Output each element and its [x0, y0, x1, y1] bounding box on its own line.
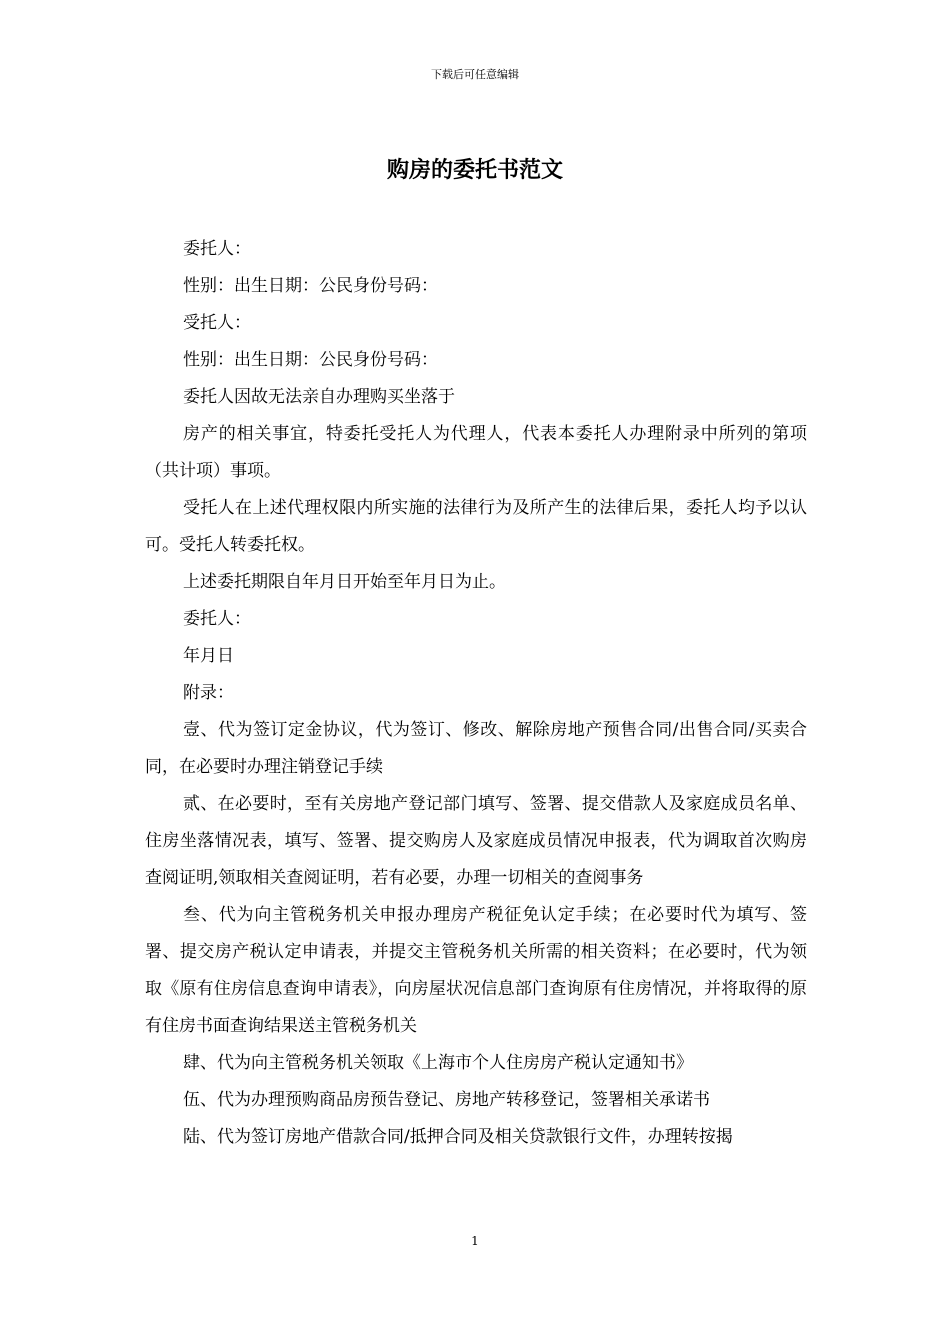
paragraph-date: 年月日: [183, 646, 234, 666]
appendix-item-1: 壹、代为签订定金协议，代为签订、修改、解除房地产预售合同/出售合同/买卖合同，在必要时办理注销登记手续: [145, 720, 807, 777]
paragraph-agent-info: 性别：出生日期：公民身份号码：: [183, 350, 438, 370]
paragraph-entrust-matters: 房产的相关事宜，特委托受托人为代理人，代表本委托人办理附录中所列的第项（共计项）事项。: [145, 424, 807, 481]
paragraph-principal-info: 性别：出生日期：公民身份号码：: [183, 276, 438, 296]
document-title: 购房的委托书范文: [386, 157, 563, 183]
paragraph-signature: 委托人：: [183, 609, 251, 629]
appendix-item-3: 叁、代为向主管税务机关申报办理房产税征免认定手续；在必要时代为填写、签署、提交房产税认定申请表，并提交主管税务机关所需的相关资料；在必要时，代为领取《原有住房信息查询申请表》，向房屋状况信息部门查询原有住房情况，并将取得的原有住房书面查询结果送主管税务机关: [145, 905, 807, 1036]
header-note: 下载后可任意编辑: [431, 68, 519, 81]
paragraph-term: 上述委托期限自年月日开始至年月日为止。: [183, 572, 506, 592]
appendix-item-6: 陆、代为签订房地产借款合同/抵押合同及相关贷款银行文件，办理转按揭: [183, 1127, 733, 1147]
paragraph-principal: 委托人：: [183, 239, 251, 259]
document-body: [145, 231, 807, 1156]
paragraph-agent: 受托人：: [183, 313, 251, 333]
page-number: 1: [471, 1234, 479, 1248]
appendix-item-4: 肆、代为向主管税务机关领取《上海市个人住房房产税认定通知书》: [183, 1053, 693, 1073]
appendix-item-2: 贰、在必要时，至有关房地产登记部门填写、签署、提交借款人及家庭成员名单、住房坐落情况表，填写、签署、提交购房人及家庭成员情况申报表，代为调取首次购房查阅证明,领取相关查阅证明，若有必要，办理一切相关的查阅事务: [145, 794, 807, 888]
paragraph-reason: 委托人因故无法亲自办理购买坐落于: [183, 387, 455, 407]
appendix-item-5: 伍、代为办理预购商品房预告登记、房地产转移登记，签署相关承诺书: [183, 1090, 710, 1110]
paragraph-appendix-heading: 附录：: [183, 683, 234, 703]
paragraph-legal-effect: 受托人在上述代理权限内所实施的法律行为及所产生的法律后果，委托人均予以认可。受托人转委托权。: [145, 498, 807, 555]
